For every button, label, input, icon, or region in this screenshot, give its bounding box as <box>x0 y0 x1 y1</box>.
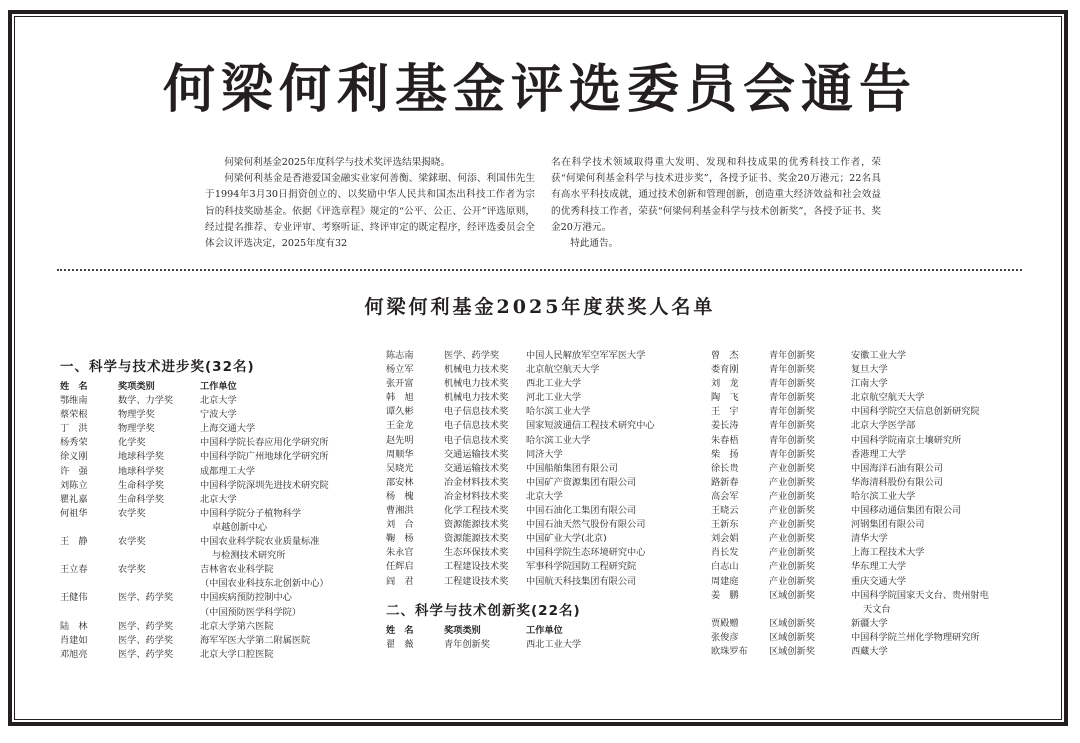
table-row <box>711 560 1021 574</box>
work-unit: 同济大学 <box>526 448 563 460</box>
award-category: 青年创新奖 <box>769 420 815 432</box>
work-unit: 北京大学 <box>200 395 237 407</box>
winner-name: 张开富 <box>386 378 414 390</box>
table-row <box>386 638 696 652</box>
table-header <box>60 380 370 394</box>
work-unit-continued <box>60 577 370 591</box>
winner-name: 朱春梧 <box>711 434 739 446</box>
winner-name: 刘会娟 <box>711 533 739 545</box>
award-category: 数学、力学奖 <box>118 395 174 407</box>
award-category: 产业创新奖 <box>769 505 815 517</box>
dotted-divider <box>57 269 1022 271</box>
winner-name: 白志山 <box>711 561 739 573</box>
work-unit: 河钢集团有限公司 <box>851 519 925 531</box>
winner-name: 杨立军 <box>386 364 414 376</box>
table-row <box>386 391 696 405</box>
winner-name: 王健伟 <box>60 592 88 604</box>
award-category: 工程建设技术奖 <box>444 561 509 573</box>
award-category: 农学奖 <box>118 507 146 519</box>
table-row <box>386 518 696 532</box>
intro-right-column <box>551 155 881 252</box>
table-row <box>60 422 370 436</box>
work-unit: 中国人民解放军空军军医大学 <box>526 350 646 361</box>
winner-name: 吴晓光 <box>386 462 414 474</box>
work-unit: 新疆大学 <box>851 617 888 629</box>
table-row <box>711 419 1021 433</box>
table-header <box>386 624 696 638</box>
winner-name: 曾 杰 <box>711 350 739 361</box>
work-unit: 安徽工业大学 <box>851 350 907 361</box>
table-row <box>386 490 696 504</box>
work-unit-line-2: 卓越创新中心 <box>212 521 268 533</box>
table-row <box>386 349 696 363</box>
table-row <box>386 560 696 574</box>
header-category: 奖项类别 <box>444 624 481 636</box>
work-unit: 中国石油天然气股份有限公司 <box>526 519 646 531</box>
award-category: 交通运输技术奖 <box>444 462 509 474</box>
award-category: 青年创新奖 <box>769 434 815 446</box>
award-category: 产业创新奖 <box>769 476 815 488</box>
award-category: 电子信息技术奖 <box>444 406 509 418</box>
winner-name: 欧珠罗布 <box>711 645 748 657</box>
table-row <box>60 479 370 493</box>
award-category: 物理学奖 <box>118 423 155 435</box>
work-unit: 上海工程技术大学 <box>851 547 925 559</box>
work-unit: 复旦大学 <box>851 364 888 376</box>
award-category: 冶金材料技术奖 <box>444 476 509 488</box>
work-unit: 华海清科股份有限公司 <box>851 476 943 488</box>
work-unit: 中国移动通信集团有限公司 <box>851 505 962 517</box>
work-unit: 中国疾病预防控制中心 <box>200 592 292 604</box>
winner-name: 贾殿赠 <box>711 617 739 629</box>
award-category: 医学、药学奖 <box>118 620 174 632</box>
table-row <box>711 349 1021 363</box>
award-category: 医学、药学奖 <box>444 350 500 361</box>
work-unit: 北京大学口腔医院 <box>200 648 274 660</box>
winner-name: 任辉启 <box>386 561 414 573</box>
winner-name: 朱永官 <box>386 547 414 559</box>
work-unit: 军事科学院国防工程研究院 <box>526 561 637 573</box>
award-category: 电子信息技术奖 <box>444 420 509 432</box>
winner-name: 韩 旭 <box>386 392 414 404</box>
table-row <box>711 546 1021 560</box>
table-row <box>60 465 370 479</box>
work-unit: 华东理工大学 <box>851 561 907 573</box>
work-unit: 中国海洋石油有限公司 <box>851 462 943 474</box>
winner-name: 陆 林 <box>60 620 88 632</box>
winner-name: 柴 扬 <box>711 448 739 460</box>
work-unit: 清华大学 <box>851 533 888 545</box>
award-category: 地球科学奖 <box>118 451 164 463</box>
intro-left-column <box>205 155 535 252</box>
work-unit: 中国航天科技集团有限公司 <box>526 575 637 587</box>
work-unit-continued <box>60 606 370 620</box>
work-unit: 香港理工大学 <box>851 448 907 460</box>
award-category: 物理学奖 <box>118 409 155 421</box>
award-category: 区域创新奖 <box>769 589 815 601</box>
winner-name: 陈志南 <box>386 350 414 361</box>
header-name: 姓 名 <box>60 381 88 392</box>
award-category: 区域创新奖 <box>769 617 815 629</box>
award-category: 产业创新奖 <box>769 519 815 531</box>
work-unit-continued <box>60 549 370 563</box>
award-category: 机械电力技术奖 <box>444 392 509 404</box>
winner-name: 鞠 杨 <box>386 533 414 545</box>
award-category: 青年创新奖 <box>769 364 815 376</box>
winner-name: 姜 鹏 <box>711 589 739 601</box>
winner-name: 鄂维南 <box>60 395 88 407</box>
winner-name: 周顺华 <box>386 448 414 460</box>
table-row <box>386 476 696 490</box>
winners-list-title: 何梁何利基金2025年度获奖人名单 <box>364 296 716 318</box>
table-row <box>711 589 1021 603</box>
award-category: 化学奖 <box>118 437 146 449</box>
table-row <box>711 575 1021 589</box>
winner-name: 曹湘洪 <box>386 505 414 517</box>
work-unit: 成都理工大学 <box>200 465 256 477</box>
table-row <box>60 634 370 648</box>
table-row <box>386 575 696 589</box>
table-row <box>386 532 696 546</box>
work-unit: 西北工业大学 <box>526 638 582 650</box>
table-row <box>60 436 370 450</box>
winner-name: 姜长涛 <box>711 420 739 432</box>
work-unit: 中国石油化工集团有限公司 <box>526 505 637 517</box>
table-row <box>711 476 1021 490</box>
winner-name: 娄育刚 <box>711 364 739 376</box>
winner-name: 阎 君 <box>386 575 414 587</box>
table-row <box>60 535 370 549</box>
winner-name: 谭久彬 <box>386 406 414 418</box>
work-unit-continued <box>60 521 370 535</box>
winner-name: 徐长贵 <box>711 462 739 474</box>
intro-paragraph: 何梁何利基金2025年度科学与技术奖评选结果揭晓。 <box>224 157 451 168</box>
table-row <box>386 405 696 419</box>
intro-paragraph: 名在科学技术领域取得重大发明、发现和科技成果的优秀科技工作者，荣获“何梁何利基金科学与技术进步奖”，各授予证书、奖金20万港元；22名具有高水平科技成就，通过技术创新和管理创新，创造重大经济效益和社会效益的优秀科技工作者，荣获“何梁何利基金科学与技术创新奖”，各授予证书、奖金20万港元。 <box>551 157 881 233</box>
work-unit: 中国科学院兰州化学物理研究所 <box>851 631 980 643</box>
work-unit: 吉林省农业科学院 <box>200 564 274 576</box>
table-row <box>60 450 370 464</box>
work-unit: 中国科学院分子植物科学 <box>200 507 302 519</box>
award-category: 产业创新奖 <box>769 533 815 545</box>
table-row <box>60 648 370 662</box>
award-category: 生态环保技术奖 <box>444 547 509 559</box>
work-unit-line-2: （中国预防医学科学院） <box>200 606 302 618</box>
award-category: 交通运输技术奖 <box>444 448 509 460</box>
work-unit: 中国船舶集团有限公司 <box>526 462 618 474</box>
award-category: 产业创新奖 <box>769 547 815 559</box>
work-unit-line-2: 与检测技术研究所 <box>212 550 286 562</box>
table-row <box>60 563 370 577</box>
work-unit: 重庆交通大学 <box>851 575 907 587</box>
winner-name: 刘 龙 <box>711 378 739 390</box>
list-column-1 <box>60 355 370 662</box>
table-row <box>386 546 696 560</box>
work-unit: 中国科学院广州地球化学研究所 <box>200 451 329 463</box>
work-unit: 河北工业大学 <box>526 392 582 404</box>
intro-closing: 特此通告。 <box>570 238 619 250</box>
award-category: 机械电力技术奖 <box>444 364 509 376</box>
table-row <box>60 620 370 634</box>
table-row <box>60 507 370 521</box>
winner-name: 王立春 <box>60 564 88 576</box>
work-unit: 北京航空航天大学 <box>526 364 600 376</box>
winner-name: 王晓云 <box>711 505 739 517</box>
winner-name: 肖长发 <box>711 547 739 559</box>
work-unit: 中国科学院长春应用化学研究所 <box>200 437 329 449</box>
page-title: 何梁何利基金评选委员会通告 <box>162 59 917 120</box>
work-unit: 北京大学 <box>526 490 563 502</box>
winner-name: 周建庭 <box>711 575 739 587</box>
winner-name: 王 宇 <box>711 406 739 418</box>
award-category: 产业创新奖 <box>769 490 815 502</box>
winner-name: 邓旭亮 <box>60 648 88 660</box>
work-unit: 西藏大学 <box>851 645 888 657</box>
table-row <box>711 462 1021 476</box>
table-row <box>386 434 696 448</box>
section-innovation-award <box>386 599 696 638</box>
award-category: 产业创新奖 <box>769 462 815 474</box>
winner-name: 邵安林 <box>386 476 414 488</box>
work-unit: 中国科学院国家天文台、贵州射电 <box>851 589 989 601</box>
winner-name: 赵先明 <box>386 434 414 446</box>
table-row <box>386 363 696 377</box>
section-title-progress-award: 一、科学与技术进步奖(32名) <box>60 359 255 375</box>
table-row <box>60 591 370 605</box>
winner-name: 王金龙 <box>386 420 414 432</box>
work-unit: 国家短波通信工程技术研究中心 <box>526 420 655 432</box>
work-unit: 中国科学院生态环境研究中心 <box>526 547 646 559</box>
work-unit: 中国矿产资源集团有限公司 <box>526 476 637 488</box>
work-unit: 北京大学医学部 <box>851 420 916 432</box>
winner-name: 蔡荣根 <box>60 409 88 421</box>
table-row <box>386 504 696 518</box>
winner-name: 瞿礼嘉 <box>60 493 88 505</box>
work-unit: 中国农业科学院农业质量标准 <box>200 536 320 548</box>
work-unit: 宁波大学 <box>200 409 237 421</box>
award-category: 机械电力技术奖 <box>444 378 509 390</box>
winner-name: 肖建如 <box>60 634 88 646</box>
winner-name: 刘 合 <box>386 519 414 531</box>
award-category: 冶金材料技术奖 <box>444 490 509 502</box>
header-unit: 工作单位 <box>526 624 563 636</box>
winner-name: 杨秀荣 <box>60 437 88 449</box>
winner-name: 翟 薇 <box>386 638 414 650</box>
work-unit: 中国科学院深圳先进技术研究院 <box>200 479 329 491</box>
winner-name: 陶 飞 <box>711 392 739 404</box>
award-category: 生命科学奖 <box>118 493 164 505</box>
award-category: 青年创新奖 <box>769 350 815 361</box>
award-category: 医学、药学奖 <box>118 648 174 660</box>
award-category: 化学工程技术奖 <box>444 505 509 517</box>
section-title-innovation-award: 二、科学与技术创新奖(22名) <box>386 602 581 619</box>
winner-name: 丁 洪 <box>60 423 88 435</box>
work-unit: 中国矿业大学(北京) <box>526 533 607 545</box>
winner-name: 张俊彦 <box>711 631 739 643</box>
table-row <box>60 493 370 507</box>
list-column-3 <box>711 349 1021 659</box>
table-row <box>711 391 1021 405</box>
work-unit-line-2: （中国农业科技东北创新中心） <box>200 578 329 590</box>
work-unit-continued <box>711 603 1021 617</box>
winner-name: 许 强 <box>60 465 88 477</box>
award-category: 农学奖 <box>118 564 146 576</box>
work-unit: 江南大学 <box>851 378 888 390</box>
winner-name: 何祖华 <box>60 507 88 519</box>
work-unit: 上海交通大学 <box>200 423 256 435</box>
table-row <box>711 532 1021 546</box>
award-category: 医学、药学奖 <box>118 634 174 646</box>
table-row <box>711 448 1021 462</box>
table-row <box>711 645 1021 659</box>
table-row <box>386 377 696 391</box>
work-unit: 北京航空航天大学 <box>851 392 925 404</box>
header-name: 姓 名 <box>386 624 414 636</box>
award-category: 青年创新奖 <box>769 406 815 418</box>
award-category: 青年创新奖 <box>769 378 815 390</box>
table-row <box>711 377 1021 391</box>
award-category: 资源能源技术奖 <box>444 519 509 531</box>
winner-name: 路新春 <box>711 476 739 488</box>
award-category: 青年创新奖 <box>769 392 815 404</box>
table-row <box>711 490 1021 504</box>
table-row <box>386 419 696 433</box>
table-row <box>60 394 370 408</box>
table-row <box>386 448 696 462</box>
table-row <box>711 405 1021 419</box>
winner-name: 徐义刚 <box>60 451 88 463</box>
work-unit: 中国科学院南京土壤研究所 <box>851 434 962 446</box>
work-unit: 中国科学院空天信息创新研究院 <box>851 406 980 418</box>
winner-name: 王新东 <box>711 519 739 531</box>
table-row <box>711 504 1021 518</box>
award-category: 区域创新奖 <box>769 645 815 657</box>
award-category: 地球科学奖 <box>118 465 164 477</box>
list-column-2 <box>386 349 696 652</box>
table-row <box>711 363 1021 377</box>
work-unit: 哈尔滨工业大学 <box>526 406 591 418</box>
work-unit: 北京大学第六医院 <box>200 620 274 632</box>
table-row <box>711 617 1021 631</box>
award-category: 产业创新奖 <box>769 561 815 573</box>
work-unit: 北京大学 <box>200 493 237 505</box>
work-unit: 西北工业大学 <box>526 378 582 390</box>
header-unit: 工作单位 <box>200 381 237 392</box>
award-category: 青年创新奖 <box>769 448 815 460</box>
award-category: 农学奖 <box>118 536 146 548</box>
table-row <box>711 434 1021 448</box>
work-unit: 哈尔滨工业大学 <box>526 434 591 446</box>
award-category: 医学、药学奖 <box>118 592 174 604</box>
work-unit-line-2: 天文台 <box>863 603 891 615</box>
winner-name: 杨 槐 <box>386 490 414 502</box>
work-unit: 哈尔滨工业大学 <box>851 490 916 502</box>
award-category: 电子信息技术奖 <box>444 434 509 446</box>
award-category: 区域创新奖 <box>769 631 815 643</box>
award-category: 产业创新奖 <box>769 575 815 587</box>
work-unit: 海军军医大学第二附属医院 <box>200 634 311 646</box>
intro-paragraph: 何梁何利基金是香港爱国金融实业家何善衡、梁銶琚、何添、利国伟先生于1994年3月30日捐资创立的、以奖励中华人民共和国杰出科技工作者为宗旨的科技奖励基金。依据《评选章程》规定的“公平、公正、公开”评选原则，经过提名推荐、专业评审、考察听证、终评审定的既定程序，经评选委员会全体会议评选决定，2025年度有32 <box>205 173 535 250</box>
award-category: 工程建设技术奖 <box>444 575 509 587</box>
winner-name: 刘陈立 <box>60 479 88 491</box>
table-row <box>711 518 1021 532</box>
award-category: 资源能源技术奖 <box>444 533 509 545</box>
winner-name: 高会军 <box>711 490 739 502</box>
table-row <box>386 462 696 476</box>
table-row <box>60 408 370 422</box>
table-row <box>711 631 1021 645</box>
winner-name: 王 静 <box>60 536 88 548</box>
award-category: 生命科学奖 <box>118 479 164 491</box>
award-category: 青年创新奖 <box>444 638 490 650</box>
header-category: 奖项类别 <box>118 381 155 392</box>
